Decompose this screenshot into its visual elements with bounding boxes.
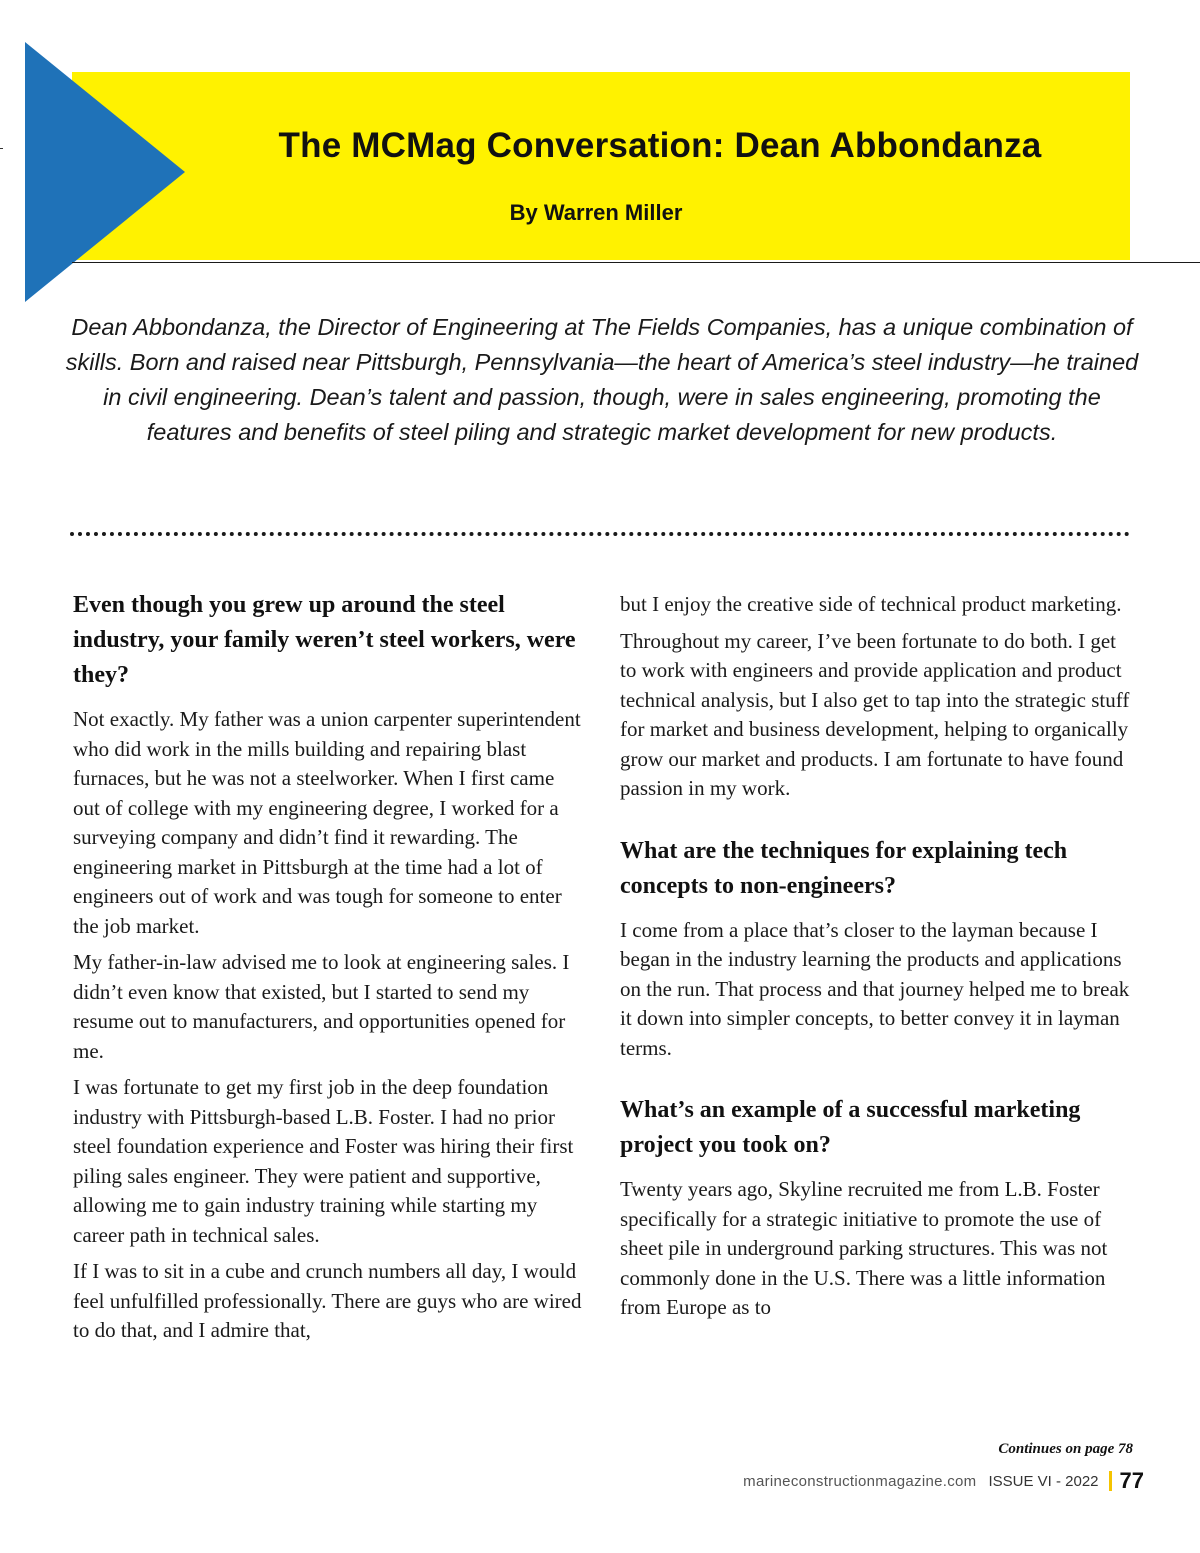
play-triangle-icon	[25, 42, 185, 302]
answer-paragraph: Throughout my career, I’ve been fortunate to do both. I get to work with engineers and provide application and product technical analysis, but I also get to tap into the strategic stuff for market and business development, helping to organically grow our market and products. I am fortunate to have found passion in my work.	[620, 628, 1130, 800]
answer-paragraph: If I was to sit in a cube and crunch numbers all day, I would feel unfulfilled professionally. There are guys who are wired to do that, and I admire that,	[73, 1259, 582, 1342]
footer-website: marineconstructionmagazine.com	[743, 1472, 977, 1490]
footer-accent-bar	[1109, 1471, 1112, 1491]
title-banner	[72, 72, 1130, 260]
question-heading: Even though you grew up around the steel industry, your family weren’t steel workers, were they?	[73, 592, 576, 688]
answer-paragraph: Not exactly. My father was a union carpenter superintendent who did work in the mills building and repairing blast furnaces, but he was not a steelworker. When I first came out of college with my engineering degree, I worked for a surveying company and didn’t find it rewarding. The engineering market in Pittsburgh at the time had a lot of engineers out of work and was tough for someone to enter the job market.	[73, 707, 581, 938]
page-footer	[743, 1468, 1144, 1494]
answer-paragraph: but I enjoy the creative side of technical product marketing.	[620, 592, 1122, 616]
question-heading: What’s an example of a successful marketing project you took on?	[620, 1097, 1081, 1158]
question-heading: What are the techniques for explaining tech concepts to non-engineers?	[620, 837, 1068, 899]
answer-paragraph: I come from a place that’s closer to the layman because I began in the industry learning the products and applications on the run. That process and that journey helped me to break it down into simpler concepts, to better convey it in layman terms.	[620, 917, 1130, 1060]
article-title: The MCMag Conversation: Dean Abbondanza	[278, 126, 1042, 165]
footer-issue: ISSUE VI - 2022	[988, 1472, 1099, 1490]
crop-mark	[0, 148, 3, 149]
answer-paragraph: Twenty years ago, Skyline recruited me from L.B. Foster specifically for a strategic initiative to promote the use of sheet pile in underground parking structures. This was not commonly done in the U.S. There was a little information from Europe as to	[620, 1177, 1108, 1319]
page-number: 77	[1119, 1468, 1144, 1493]
answer-paragraph: I was fortunate to get my first job in the deep foundation industry with Pittsburgh-based L.B. Foster. I had no prior steel foundation experience and Foster was hiring their first piling sales engineer. They were patient and supportive, allowing me to gain industry training while starting my career path in technical sales.	[73, 1075, 574, 1247]
continuation-note: Continues on page 78	[998, 1441, 1133, 1457]
article-byline: By Warren Miller	[509, 200, 683, 225]
right-column	[620, 590, 1132, 1330]
answer-paragraph: My father-in-law advised me to look at engineering sales. I didn’t even know that existed, but I started to send my resume out to manufacturers, and opportunities opened for me.	[73, 950, 570, 1063]
dotted-divider	[70, 532, 1130, 536]
article-intro: Dean Abbondanza, the Director of Engineering at The Fields Companies, has a unique combination of skills. Born and raised near Pittsburgh, Pennsylvania—the heart of America’s steel industry—he trained in civil engineering. Dean’s talent and passion, though, were in sales engineering, promoting the features and benefits of steel piling and strategic market development for new products.	[65, 314, 1139, 445]
left-column	[73, 588, 583, 1353]
header-divider	[72, 262, 1200, 263]
